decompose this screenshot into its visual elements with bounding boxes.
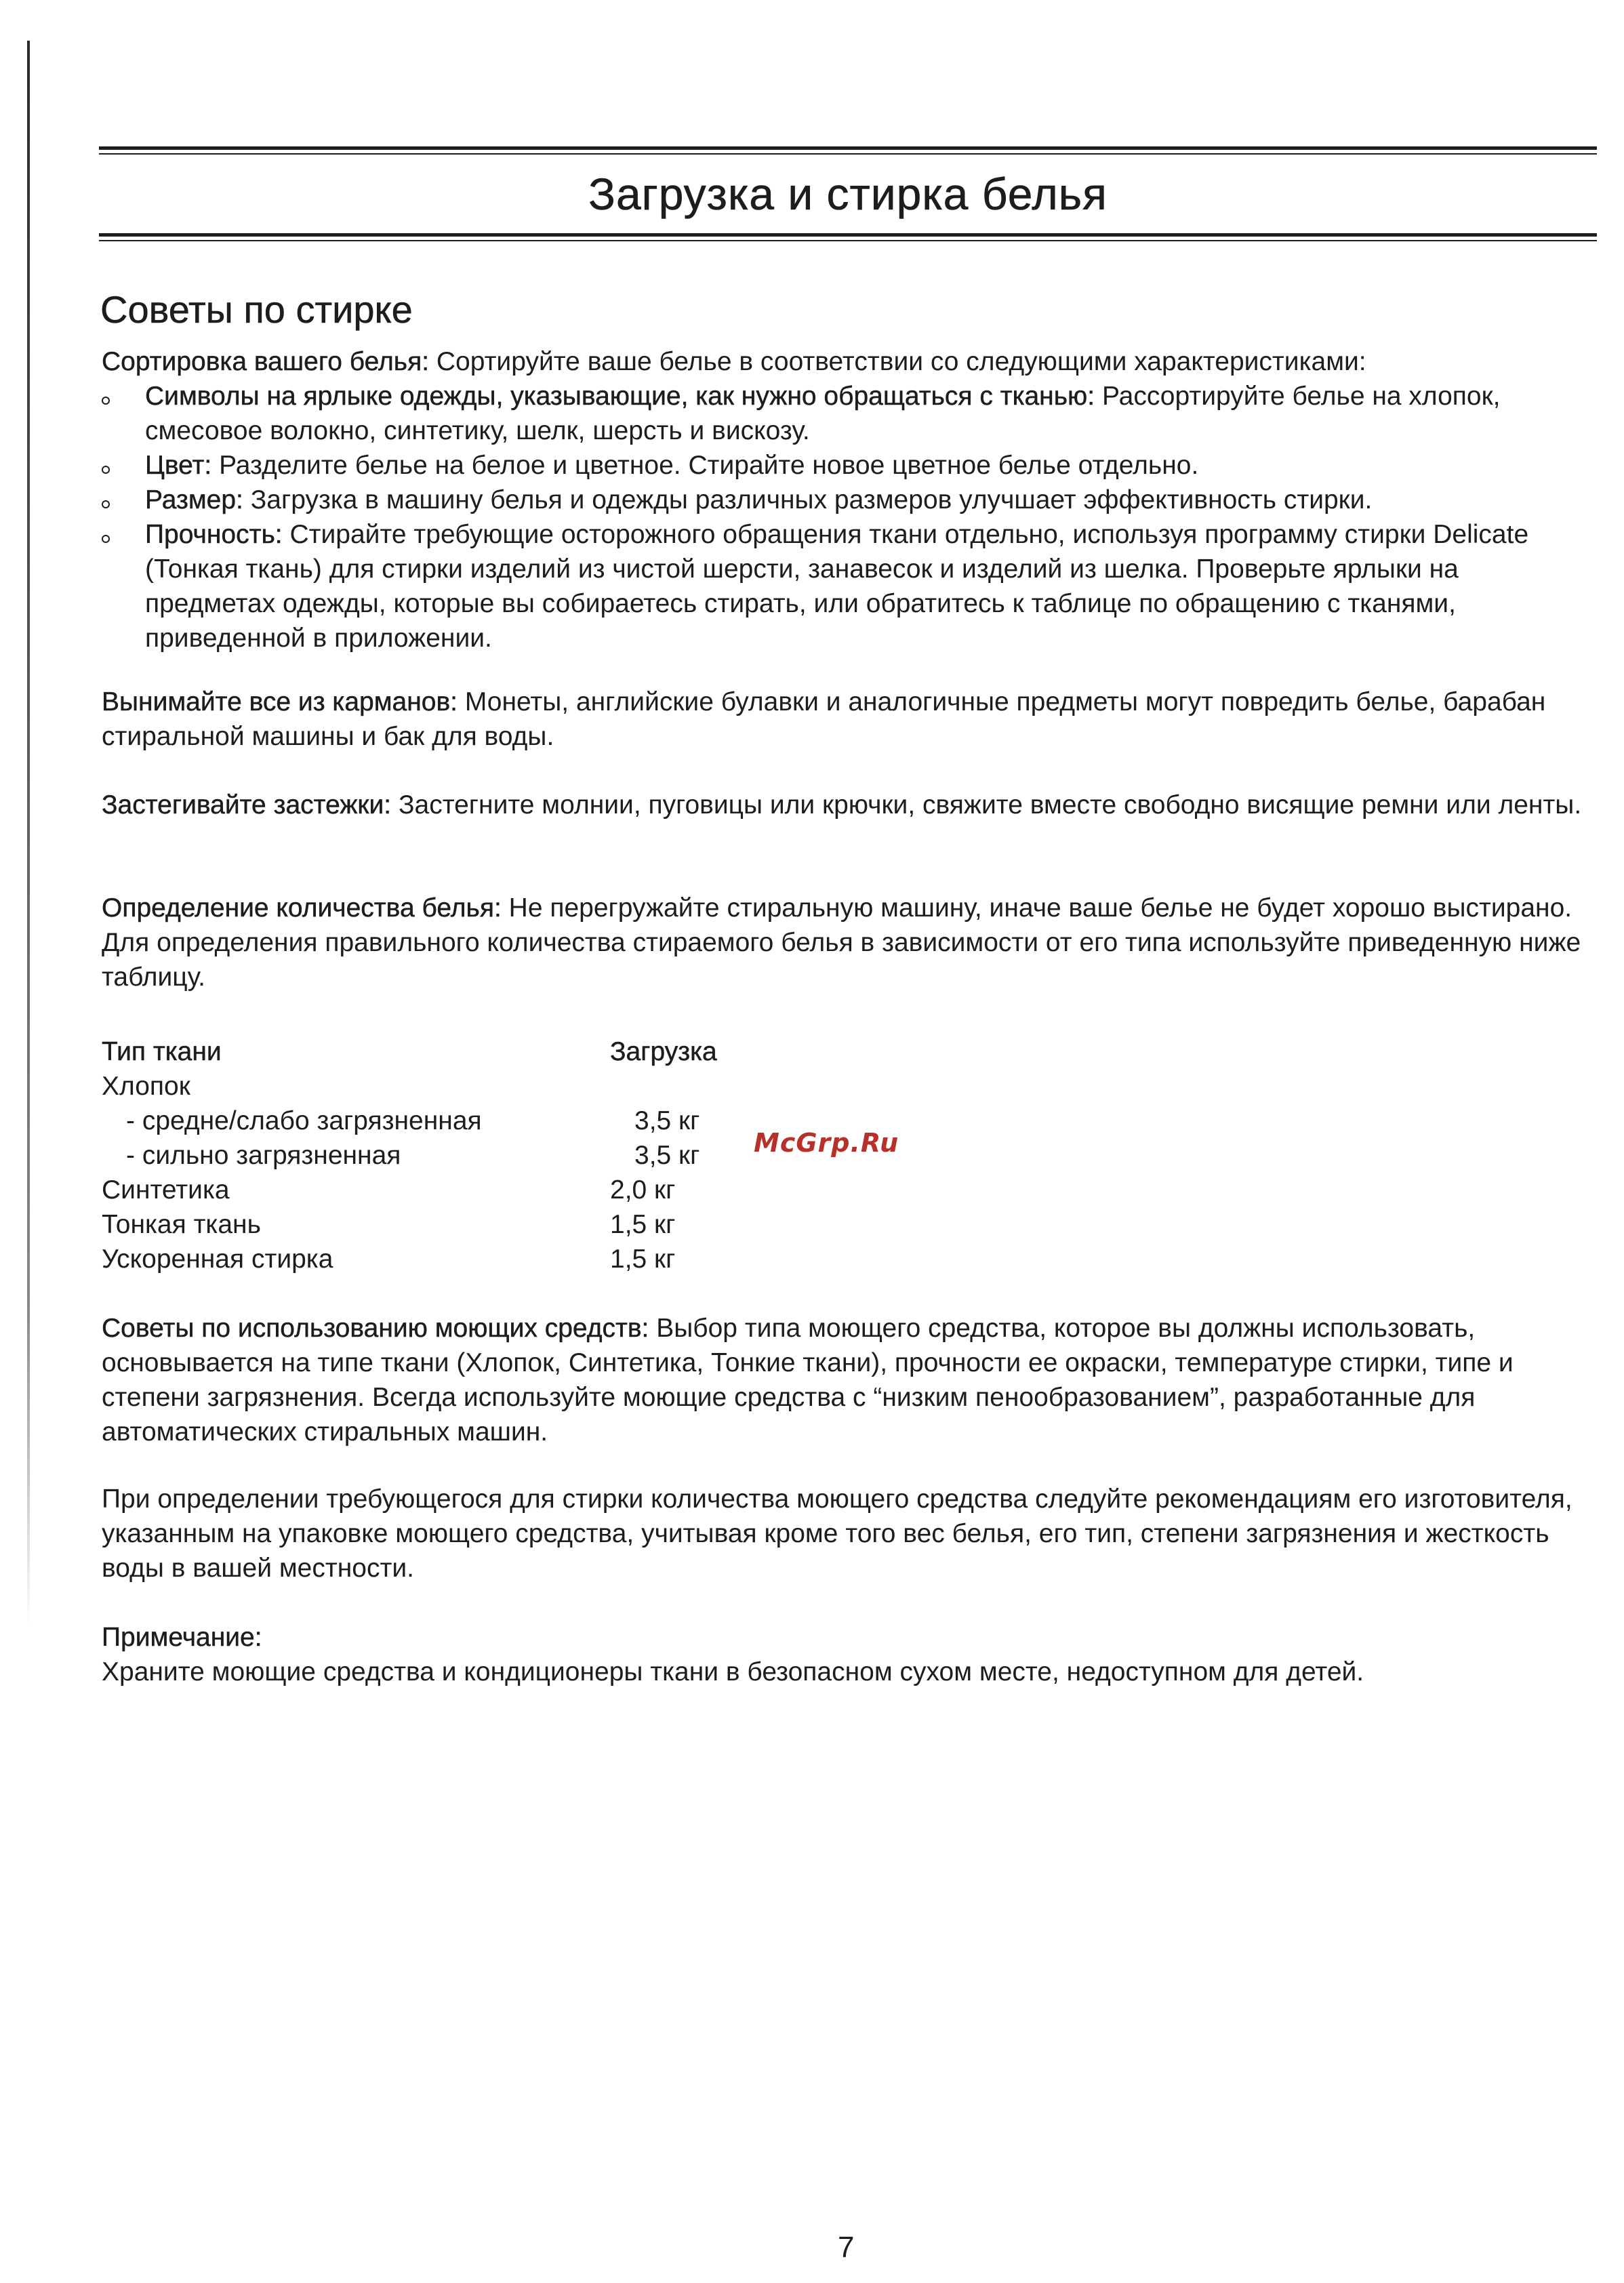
table-row bbox=[102, 1069, 717, 1104]
fasteners-text: Застегните молнии, пуговицы или крючки, свяжите вместе свободно висящие ремни или ленты. bbox=[391, 790, 1582, 820]
list-item-text: Разделите белье на белое и цветное. Стирайте новое цветное белье отдельно. bbox=[211, 451, 1199, 480]
list-item-text: Стирайте требующие осторожного обращения ткани отдельно, используя программу стирки Delicate (Тонкая ткань) для стирки изделий из чистой шерсти, занавесок и изделий из шелка. Проверьте ярлыки на предметах одежды, которые вы собираетесь стирать, или обратитесь к таблице по обращению с тканями, приведенной в приложении. bbox=[145, 520, 1529, 653]
table-cell: Тонкая ткань bbox=[102, 1210, 261, 1239]
table-cell: - сильно загрязненная bbox=[126, 1141, 401, 1170]
table-row bbox=[102, 1207, 717, 1242]
table-cell: Синтетика bbox=[102, 1175, 230, 1205]
list-item bbox=[102, 448, 1593, 483]
detergent-block bbox=[102, 1311, 1593, 1449]
sorting-text: Сортируйте ваше белье в соответствии со следующими характеристиками: bbox=[429, 347, 1366, 376]
table-cell: 3,5 кг bbox=[634, 1141, 700, 1170]
table-cell: Хлопок bbox=[102, 1072, 190, 1101]
pockets-lead: Вынимайте все из карманов: bbox=[102, 687, 458, 716]
page-title: Загрузка и стирка белья bbox=[588, 169, 1108, 219]
quantity-text: Не перегружайте стиральную машину, иначе ваше белье не будет хорошо выстирано. Для определения правильного количества стираемого белья в зависимости от его типа используйте приведенную ниже таблицу. bbox=[102, 893, 1581, 992]
table-cell: 3,5 кг bbox=[634, 1106, 700, 1135]
list-item-text: Загрузка в машину белья и одежды различных размеров улучшает эффективность стирки. bbox=[243, 485, 1373, 514]
note-title: Примечание: bbox=[102, 1623, 262, 1652]
page-number: 7 bbox=[838, 2231, 855, 2264]
list-item-text: Рассортируйте белье на хлопок, смесовое волокно, синтетику, шелк, шерсть и вискозу. bbox=[145, 382, 1501, 445]
list-item-lead: Прочность: bbox=[145, 520, 283, 549]
title-top-rule bbox=[99, 146, 1597, 150]
table-row bbox=[102, 1242, 717, 1276]
section-title: Советы по стирке bbox=[100, 288, 413, 331]
table-header-load: Загрузка bbox=[610, 1037, 717, 1066]
fasteners-lead: Застегивайте застежки: bbox=[102, 790, 392, 820]
table-header-fabric: Тип ткани bbox=[102, 1037, 222, 1066]
table-row bbox=[102, 1138, 717, 1173]
quantity-block bbox=[102, 891, 1593, 994]
dosage-text: При определении требующегося для стирки количества моющего средства следуйте рекомендациям его изготовителя, указанным на упаковке моющего средства, учитывая кроме того вес белья, его тип, степени загрязнения и жесткость воды в вашей местности. bbox=[102, 1484, 1572, 1583]
table-row bbox=[102, 1104, 717, 1138]
watermark: McGrp.Ru bbox=[754, 1128, 899, 1158]
note-text: Храните моющие средства и кондиционеры ткани в безопасном сухом месте, недоступном для детей. bbox=[102, 1657, 1364, 1686]
sorting-intro bbox=[102, 344, 1593, 379]
detergent-text: Выбор типа моющего средства, которое вы должны использовать, основывается на типе ткани (Хлопок, Синтетика, Тонкие ткани), прочности ее окраски, температуре стирки, типе и степени загрязнения. Всегда используйте моющие средства с “низким пенообразованием”, разработанные для автоматических стиральных машин. bbox=[102, 1314, 1514, 1447]
quantity-lead: Определение количества белья: bbox=[102, 893, 502, 923]
sorting-lead: Сортировка вашего белья: bbox=[102, 347, 430, 376]
table-cell: Ускоренная стирка bbox=[102, 1245, 333, 1274]
scan-edge bbox=[27, 41, 30, 1627]
fasteners-block bbox=[102, 788, 1593, 822]
list-item-lead: Цвет: bbox=[145, 451, 212, 480]
list-item bbox=[102, 379, 1593, 448]
load-table bbox=[102, 1034, 717, 1276]
list-item-lead: Размер: bbox=[145, 485, 243, 514]
list-item-lead: Символы на ярлыке одежды, указывающие, как нужно обращаться с тканью: bbox=[145, 382, 1095, 411]
title-bottom-rule bbox=[99, 233, 1597, 237]
title-top-rule-thin bbox=[99, 153, 1597, 155]
sorting-block bbox=[102, 344, 1593, 655]
table-row bbox=[102, 1173, 717, 1207]
table-cell: 1,5 кг bbox=[610, 1210, 676, 1239]
detergent-lead: Советы по использованию моющих средств: bbox=[102, 1314, 649, 1343]
dosage-block bbox=[102, 1482, 1593, 1585]
table-cell: - средне/слабо загрязненная bbox=[126, 1106, 482, 1135]
list-item bbox=[102, 483, 1593, 517]
pockets-text: Монеты, английские булавки и аналогичные предметы могут повредить белье, барабан стиральной машины и бак для воды. bbox=[102, 687, 1546, 751]
pockets-block bbox=[102, 685, 1593, 754]
table-cell: 2,0 кг bbox=[610, 1175, 676, 1205]
title-bottom-rule-thin bbox=[99, 240, 1597, 241]
list-item bbox=[102, 517, 1593, 655]
sorting-list bbox=[102, 379, 1593, 655]
table-cell: 1,5 кг bbox=[610, 1245, 676, 1274]
table-header-row bbox=[102, 1034, 717, 1069]
note-block bbox=[102, 1620, 1593, 1689]
